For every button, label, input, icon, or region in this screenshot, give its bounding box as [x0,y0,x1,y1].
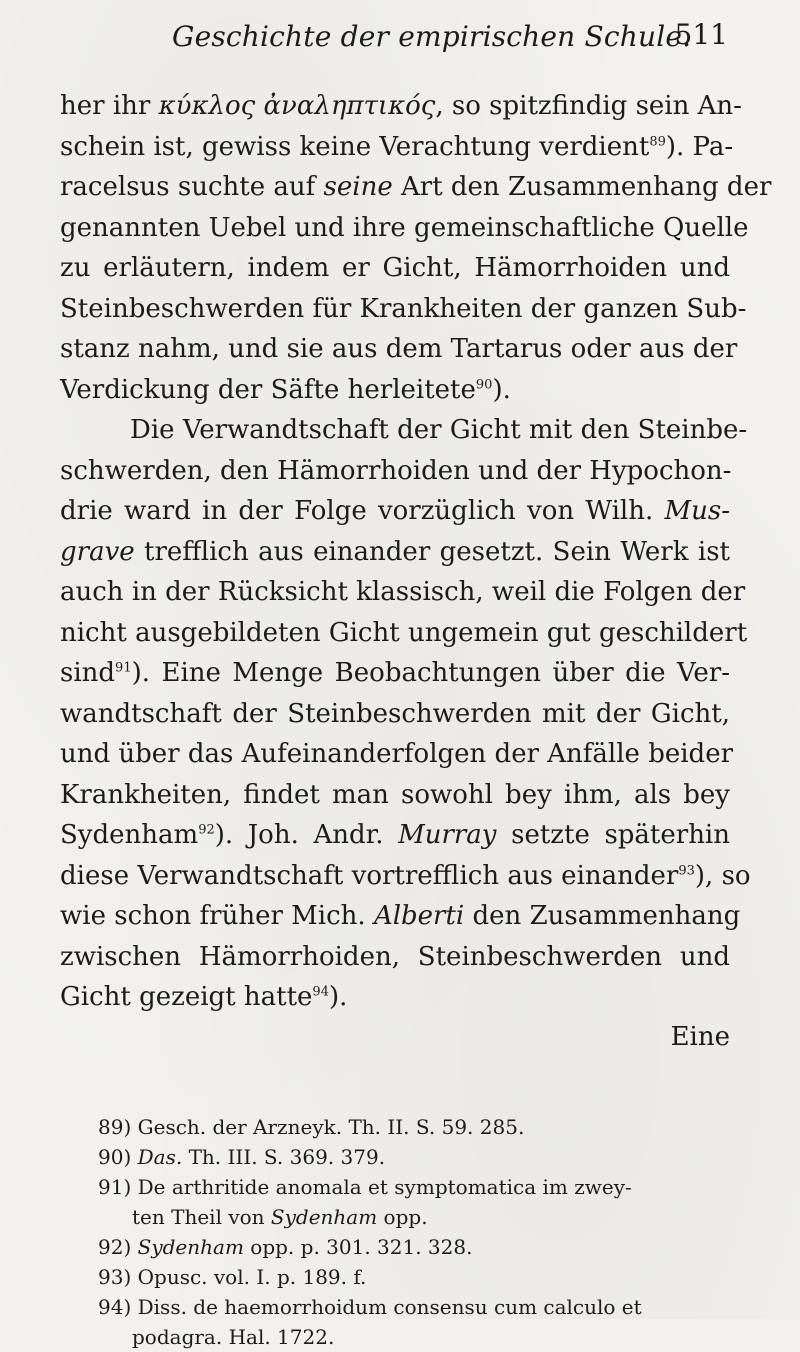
footnote-ref[interactable]: 93 [678,862,695,878]
text-line: zu erläutern, indem er Gicht, Hämorrhoiden und [60,253,730,283]
text-line: racelsus suchte auf seine Art den Zusammenhang der [60,172,772,202]
text-line: Sydenham$^{92}$). Joh. Andr. Murray setzte späterhin [60,820,730,850]
text-line: drie ward in der Folge vorzüglich von Wilh. Mus- [60,496,730,526]
text-line: genannten Uebel und ihre gemeinschaftliche Quelle [60,212,749,243]
footnote-ref[interactable]: 94 [312,984,329,1000]
text-line: sind$^{91}$). Eine Menge Beobachtungen über die Ver- [60,658,730,688]
footnote-continuation: podagra. Hal. 1722. [132,1324,335,1349]
footnote: 93) Opusc. vol. I. p. 189. f. [98,1264,367,1289]
text-line: Steinbeschwerden für Krankheiten der ganzen Sub- [60,293,747,324]
text-line: zwischen Hämorrhoiden, Steinbeschwerden und [60,941,730,972]
text-line: stanz nahm, und sie aus dem Tartarus oder aus der [60,334,738,364]
text-line: Die Verwandtschaft der Gicht mit den Steinbe- [130,415,748,445]
footnote-ref[interactable]: 89 [649,133,666,149]
text-line: grave trefflich aus einander gesetzt. Sein Werk ist [60,536,730,567]
footnote-ref[interactable]: 92 [198,822,215,838]
footnote-ref[interactable]: 91 [115,660,132,676]
footnote: 94) Diss. de haemorrhoidum consensu cum calculo et [98,1294,642,1319]
text-line: schein ist, gewiss keine Verachtung verdient$^{89}$). Pa- [60,131,734,162]
footnote: 90) Das. Th. III. S. 369. 379. [98,1144,386,1169]
text-line: und über das Aufeinanderfolgen der Anfälle beider [60,739,734,769]
footnote-ref[interactable]: 90 [475,376,493,392]
page-header [60,18,730,70]
text-line: schwerden, den Hämorrhoiden und der Hypochon- [60,455,732,486]
footnote: 89) Gesch. der Arzneyk. Th. II. S. 59. 285. [98,1114,525,1139]
text-line: Gicht gezeigt hatte$^{94}$). [60,982,348,1012]
text-line: nicht ausgebildeten Gicht ungemein gut geschildert [60,617,748,648]
footnote: 91) De arthritide anomala et symptomatica im zwey- [98,1174,632,1199]
text-line: Krankheiten, findet man sowohl bey ihm, als bey [60,779,730,810]
running-head: Geschichte der empirischen Schule. [172,20,692,53]
text-line: diese Verwandtschaft vortrefflich aus einander$^{93}$), so [60,860,751,891]
text-line: her ihr κύκλος ἀναληπτικός, so spitzfindig sein An- [60,91,742,121]
catchword: Eine [670,1021,730,1052]
footnotes [60,1112,730,1352]
page-number: 511 [674,18,728,51]
text-line: Verdickung der Säfte herleitete$^{90}$). [60,374,511,405]
text-line: wie schon früher Mich. Alberti den Zusammenhang [60,901,741,931]
footnote: 92) Sydenham opp. p. 301. 321. 328. [98,1234,473,1259]
text-line: wandtschaft der Steinbeschwerden mit der Gicht, [60,698,730,729]
text-line: auch in der Rücksicht klassisch, weil die Folgen der [60,577,746,607]
footnote-continuation: ten Theil von Sydenham opp. [132,1204,428,1229]
main-text [60,86,772,1018]
